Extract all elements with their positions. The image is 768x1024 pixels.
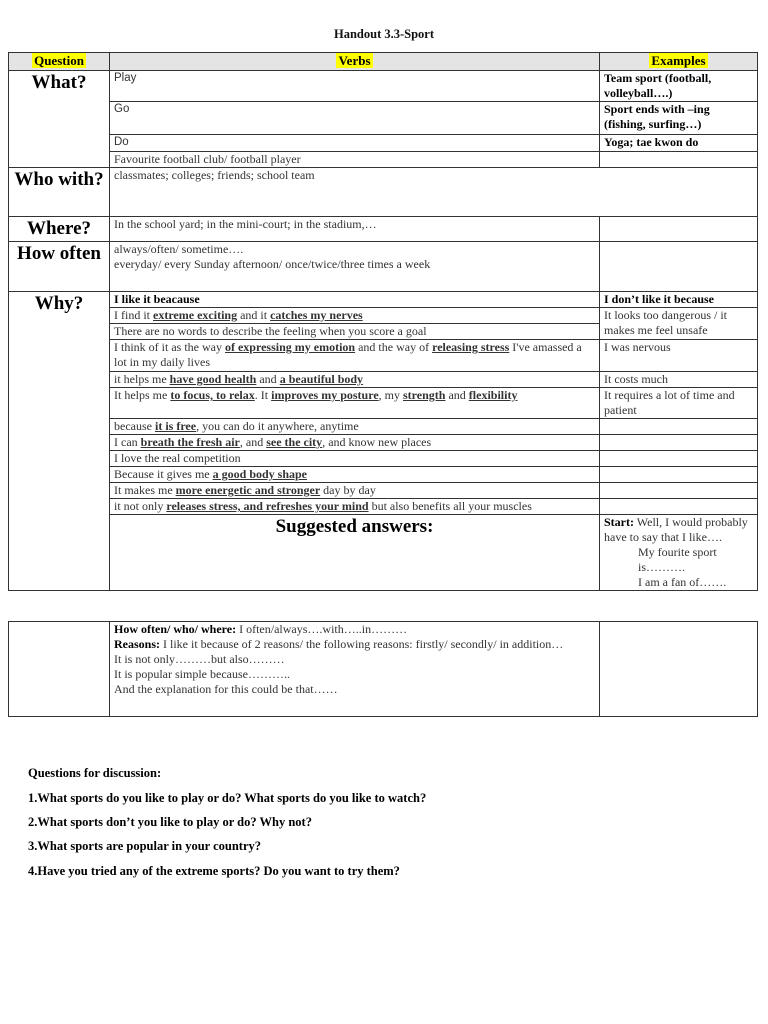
where-text: In the school yard; in the mini-court; in the stadium,… [110, 217, 600, 242]
question-who: Who with? [9, 168, 110, 217]
suggested-continued-text: How often/ who/ where: I often/always….with…..in……… Reasons: I like it because of 2 reasons/ the following reasons: firstly/ secondly/ in addition… It is not only………but also……… It is popular simple because……….. And the explanation for this could be that…… [110, 622, 600, 717]
reason-5: It helps me to focus, to relax. It improves my posture, my strength and flexibility [110, 388, 600, 419]
reason-8: I love the real competition [110, 451, 600, 467]
discussion-question-1: 1.What sports do you like to play or do? What sports do you like to watch? [28, 791, 427, 805]
example-play: Team sport (football, volleyball….) [600, 71, 758, 102]
example-do: Yoga; tae kwon do [600, 135, 758, 152]
example-empty [600, 419, 758, 435]
reason-4: it helps me have good health and a beautiful body [110, 372, 600, 388]
verb-play: Play [110, 71, 600, 102]
header-verbs: Verbs [110, 53, 600, 71]
table-row [9, 467, 758, 483]
reason-7: I can breath the fresh air, and see the city, and know new places [110, 435, 600, 451]
table-row [9, 372, 758, 388]
table-row [9, 622, 758, 717]
table-row [9, 515, 758, 591]
verb-do: Do [110, 135, 600, 152]
table-row [9, 152, 758, 168]
table-row [9, 435, 758, 451]
reason-11: it not only releases stress, and refreshes your mind but also benefits all your muscles [110, 499, 600, 515]
reason-1: I find it extreme exciting and it catches my nerves [110, 308, 600, 324]
example-empty [600, 242, 758, 292]
table-row [9, 135, 758, 152]
table-row [9, 340, 758, 372]
question-suggested: Suggested answers: [110, 515, 600, 591]
question-why: Why? [9, 292, 110, 591]
question-how-often: How often [9, 242, 110, 292]
dislike-4: It requires a lot of time and patient [600, 388, 758, 419]
question-what: What? [9, 71, 110, 168]
how-often-line-1: always/often/ sometime…. [114, 242, 244, 256]
example-go: Sport ends with –ing (fishing, surfing…) [600, 102, 758, 135]
how-often-line-2: everyday/ every Sunday afternoon/ once/twice/three times a week [114, 257, 431, 271]
example-empty [600, 467, 758, 483]
who-text: classmates; colleges; friends; school team [110, 168, 758, 217]
table-row [9, 71, 758, 102]
table-row [9, 168, 758, 217]
discussion-question-3: 3.What sports are popular in your country? [28, 839, 262, 853]
reason-10: It makes me more energetic and stronger day by day [110, 483, 600, 499]
verb-favourite: Favourite football club/ football player [110, 152, 600, 168]
verb-go: Go [110, 102, 600, 135]
table-row [9, 102, 758, 135]
how-often-text [110, 242, 600, 292]
dislike-1: It looks too dangerous / it makes me feel unsafe [600, 308, 758, 340]
empty-cell [600, 622, 758, 717]
table-row [9, 483, 758, 499]
page-title: Handout 3.3-Sport [333, 27, 435, 41]
reason-6: because it is free, you can do it anywhere, anytime [110, 419, 600, 435]
header-examples: Examples [600, 53, 758, 71]
discussion-question-2: 2.What sports don’t you like to play or do? Why not? [28, 815, 312, 829]
table-row [9, 499, 758, 515]
reason-9: Because it gives me a good body shape [110, 467, 600, 483]
question-where: Where? [9, 217, 110, 242]
table-row [9, 308, 758, 324]
example-empty [600, 152, 758, 168]
empty-cell [9, 622, 110, 717]
suggested-text: Start: Well, I would probably have to say that I like…. My fourite sport is………. I am a fan of……. [600, 515, 758, 591]
header-question: Question [9, 53, 110, 71]
reason-2: There are no words to describe the feeling when you score a goal [110, 324, 600, 340]
discussion-question-4: 4.Have you tried any of the extreme sports? Do you want to try them? [28, 864, 400, 878]
table-row [9, 388, 758, 419]
table-row [9, 242, 758, 292]
table-row [9, 419, 758, 435]
example-empty [600, 435, 758, 451]
example-empty [600, 499, 758, 515]
suggested-table [8, 621, 758, 717]
why-dislike-header: I don’t like it because [600, 292, 758, 308]
header-row [9, 53, 758, 71]
handout-table [8, 52, 758, 591]
example-empty [600, 451, 758, 467]
table-row [9, 451, 758, 467]
example-empty [600, 483, 758, 499]
discussion-heading: Questions for discussion: [28, 766, 162, 780]
reason-3: I think of it as the way of expressing my emotion and the way of releasing stress I've amassed a lot in my daily lives [110, 340, 600, 372]
why-like-header: I like it beacause [110, 292, 600, 308]
example-empty [600, 217, 758, 242]
table-row [9, 217, 758, 242]
table-row [9, 292, 758, 308]
dislike-3: It costs much [600, 372, 758, 388]
dislike-2: I was nervous [600, 340, 758, 372]
